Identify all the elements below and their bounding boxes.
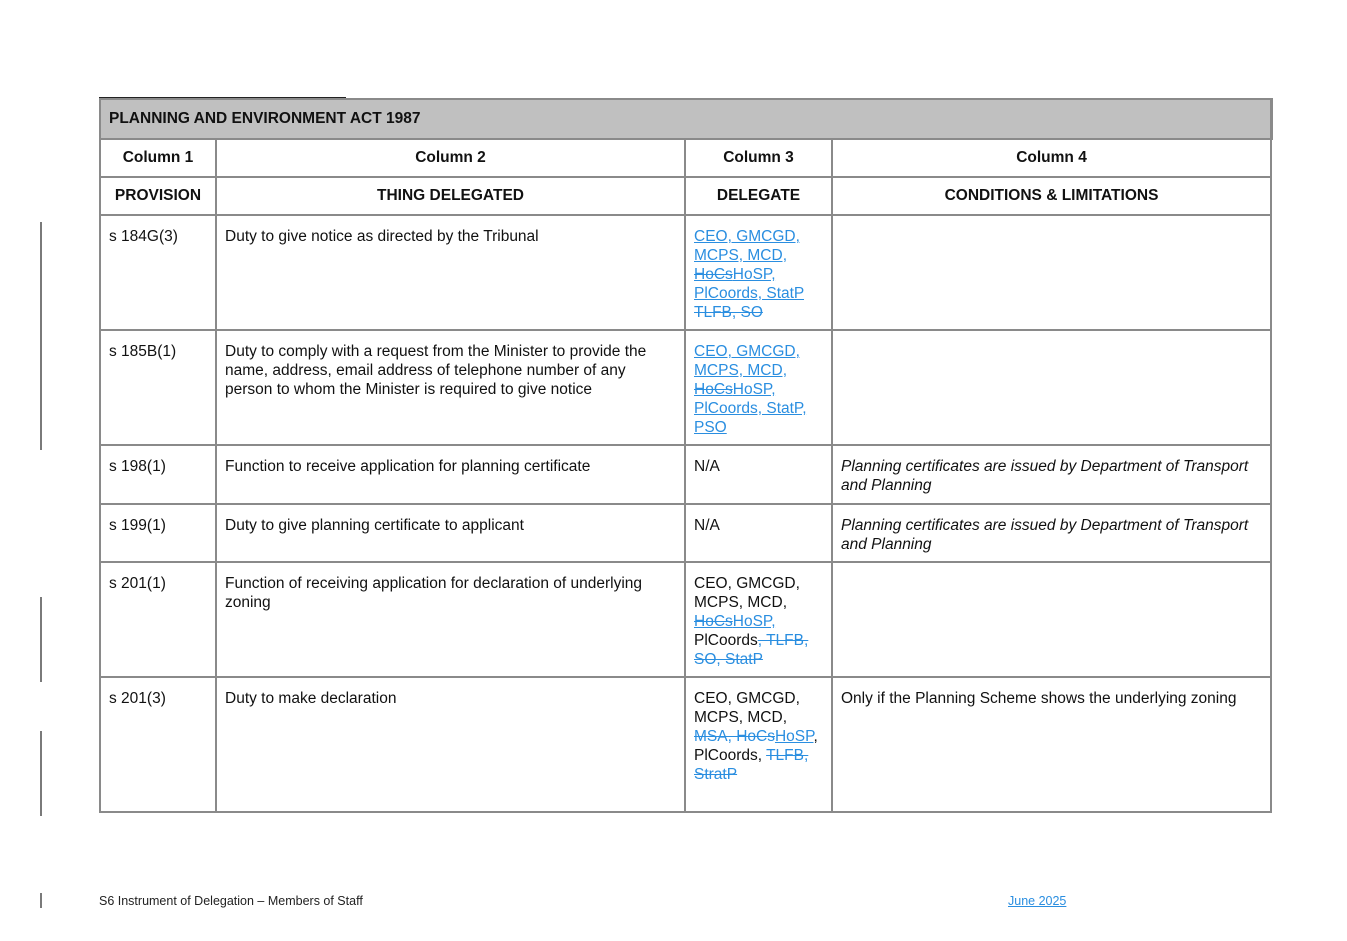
thing-delegated-cell: Duty to give planning certificate to applicant: [216, 504, 685, 562]
delegate-plain-text: CEO, GMCGD, MCPS, MCD,: [694, 575, 800, 611]
provision-cell: s 201(1): [100, 562, 216, 677]
conditions-cell: [832, 215, 1271, 330]
delegate-deleted-text: MSA, HoCs: [694, 728, 775, 745]
thing-delegated-cell: Function to receive application for planning certificate: [216, 445, 685, 504]
conditions-cell: [832, 330, 1271, 445]
delegate-inserted-text: HoSP,: [732, 613, 776, 630]
footer-document-title: S6 Instrument of Delegation – Members of Staff: [99, 894, 363, 908]
delegate-cell: [685, 562, 832, 677]
column-number: Column 3: [685, 139, 832, 177]
thing-delegated-cell: Duty to comply with a request from the Minister to provide the name, address, email address of telephone number of any person to whom the Minister is required to give notice: [216, 330, 685, 445]
column-number: Column 2: [216, 139, 685, 177]
table-row: [100, 215, 1271, 330]
column-heading-thing-delegated: THING DELEGATED: [216, 177, 685, 215]
table-row: [100, 330, 1271, 445]
delegate-plain-text: , PlCoords,: [694, 728, 818, 764]
column-heading-provision: PROVISION: [100, 177, 216, 215]
delegate-cell: [685, 330, 832, 445]
delegate-inserted-deleted-text: HoCs: [694, 266, 733, 283]
delegate-plain-text: PlCoords: [694, 632, 758, 649]
delegate-deleted-text: , TLFB, SO, StatP: [694, 632, 809, 668]
delegate-inserted-text: CEO, GMCGD, MCPS, MCD,: [694, 343, 800, 379]
delegate-cell: [685, 215, 832, 330]
table-row: [100, 504, 1271, 562]
column-heading-delegate: DELEGATE: [685, 177, 832, 215]
column-heading-conditions: CONDITIONS & LIMITATIONS: [832, 177, 1271, 215]
delegate-cell: [685, 445, 832, 504]
provision-cell: s 199(1): [100, 504, 216, 562]
table-title-row: [100, 99, 1271, 139]
column-number-row: [100, 139, 1271, 177]
change-bar: [40, 893, 42, 908]
act-title: PLANNING AND ENVIRONMENT ACT 1987: [100, 99, 1271, 139]
delegate-plain-text: N/A: [694, 517, 720, 534]
thing-delegated-cell: Duty to make declaration: [216, 677, 685, 812]
provision-cell: s 198(1): [100, 445, 216, 504]
delegate-deleted-text: TLFB, StratP: [694, 747, 809, 783]
conditions-cell: Only if the Planning Scheme shows the underlying zoning: [832, 677, 1271, 812]
delegate-inserted-text: HoSP, PlCoords, StatP, PSO: [694, 381, 807, 436]
delegate-inserted-deleted-text: HoCs: [694, 381, 733, 398]
conditions-cell: Planning certificates are issued by Department of Transport and Planning: [832, 445, 1271, 504]
delegation-table: [99, 98, 1273, 813]
delegate-inserted-text: HoSP: [774, 728, 814, 745]
provision-cell: s 185B(1): [100, 330, 216, 445]
delegate-cell: [685, 677, 832, 812]
change-bar: [40, 731, 42, 816]
column-number: Column 1: [100, 139, 216, 177]
thing-delegated-cell: Function of receiving application for declaration of underlying zoning: [216, 562, 685, 677]
conditions-cell: Planning certificates are issued by Department of Transport and Planning: [832, 504, 1271, 562]
table-row: [100, 562, 1271, 677]
delegate-deleted-text: TLFB, SO: [694, 304, 763, 321]
table-row: [100, 677, 1271, 812]
provision-cell: s 184G(3): [100, 215, 216, 330]
conditions-cell: [832, 562, 1271, 677]
footer-date-link[interactable]: June 2025: [1008, 894, 1067, 908]
delegate-inserted-text: HoSP, PlCoords, StatP: [694, 266, 804, 302]
change-bar: [40, 597, 42, 682]
column-heading-row: [100, 177, 1271, 215]
delegate-plain-text: N/A: [694, 458, 720, 475]
table-row: [100, 445, 1271, 504]
delegate-inserted-text: CEO, GMCGD, MCPS, MCD,: [694, 228, 800, 264]
delegate-plain-text: CEO, GMCGD, MCPS, MCD,: [694, 690, 800, 726]
delegate-inserted-deleted-text: HoCs: [694, 613, 733, 630]
thing-delegated-cell: Duty to give notice as directed by the Tribunal: [216, 215, 685, 330]
provision-cell: s 201(3): [100, 677, 216, 812]
change-bar: [40, 222, 42, 450]
column-number: Column 4: [832, 139, 1271, 177]
delegate-cell: [685, 504, 832, 562]
